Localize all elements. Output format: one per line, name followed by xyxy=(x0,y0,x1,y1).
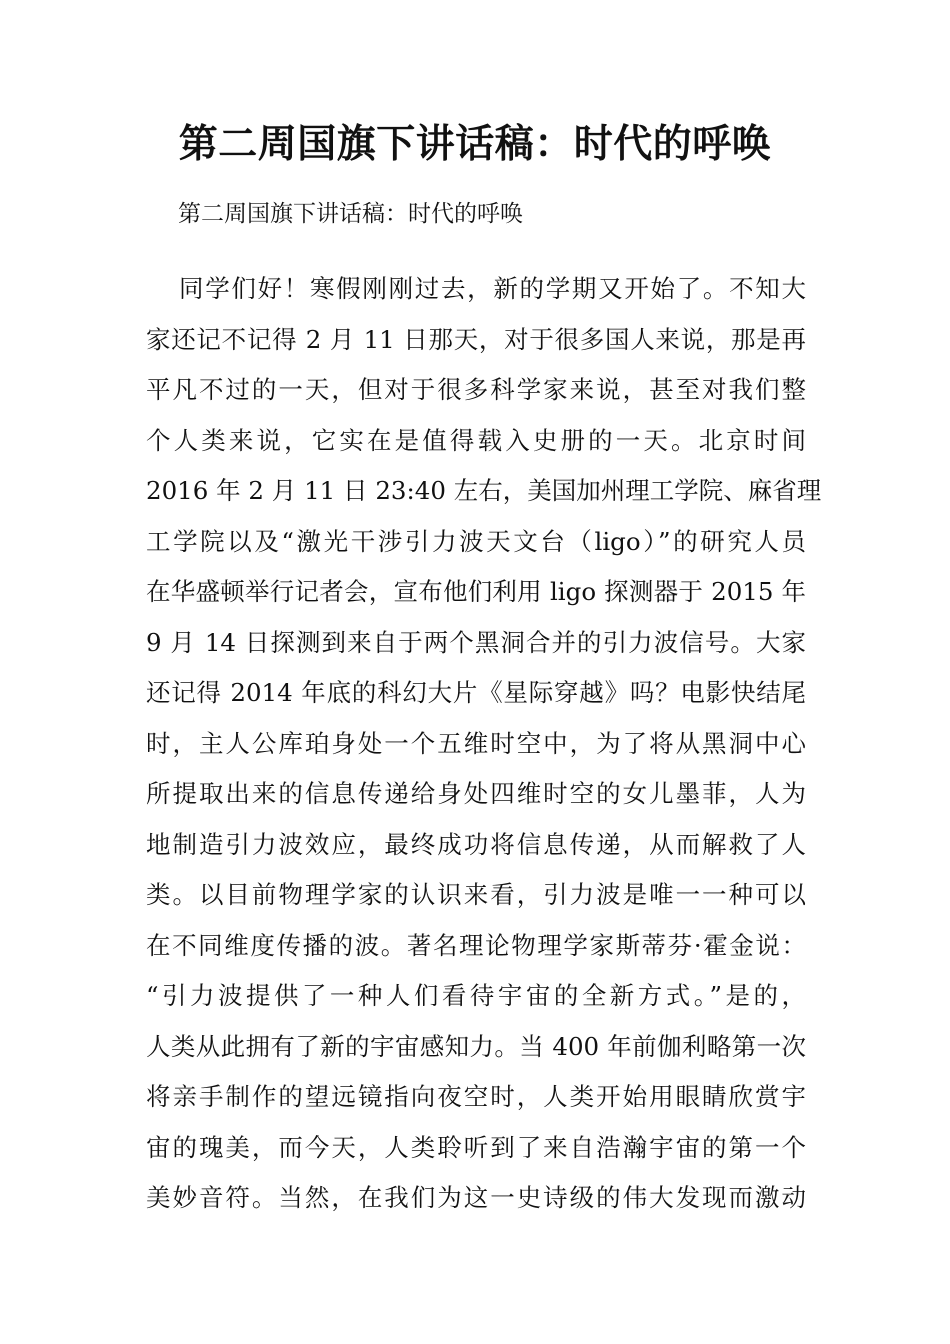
body-line: 家还记不记得 2 月 11 日那天，对于很多国人来说，那是再 xyxy=(146,324,806,354)
body-line: 平凡不过的一天，但对于很多科学家来说，甚至对我们整 xyxy=(146,375,806,404)
body-line: 9 月 14 日探测到来自于两个黑洞合并的引力波信号。大家 xyxy=(146,627,806,657)
body-line: 在华盛顿举行记者会，宣布他们利用 ligo 探测器于 2015 年 xyxy=(146,577,806,606)
body-line: 类。以目前物理学家的认识来看，引力波是唯一一种可以 xyxy=(146,880,806,909)
document-subtitle: 第二周国旗下讲话稿：时代的呼唤 xyxy=(178,201,523,227)
body-line: 同学们好！寒假刚刚过去，新的学期又开始了。不知大 xyxy=(179,274,806,303)
body-line: “引力波提供了一种人们看待宇宙的全新方式。”是的， xyxy=(146,981,806,1010)
body-line: 人类从此拥有了新的宇宙感知力。当 400 年前伽利略第一次 xyxy=(146,1031,806,1061)
body-line: 个人类来说，它实在是值得载入史册的一天。北京时间 xyxy=(146,425,806,455)
body-line: 还记得 2014 年底的科幻大片《星际穿越》吗？电影快结尾 xyxy=(146,678,806,707)
document-title: 第二周国旗下讲话稿：时代的呼唤 xyxy=(178,121,772,167)
body-line: 宙的瑰美，而今天，人类聆听到了来自浩瀚宇宙的第一个 xyxy=(146,1132,806,1162)
body-line: 地制造引力波效应，最终成功将信息传递，从而解救了人 xyxy=(146,829,806,859)
body-line: 2016 年 2 月 11 日 23:40 左右，美国加州理工学院、麻省理 xyxy=(146,476,822,505)
body-line: 工学院以及“激光干涉引力波天文台（ligo）”的研究人员 xyxy=(146,526,806,556)
body-line: 所提取出来的信息传递给身处四维时空的女儿墨菲，人为 xyxy=(146,779,806,808)
body-line: 在不同维度传播的波。著名理论物理学家斯蒂芬·霍金说： xyxy=(146,930,806,960)
body-line: 时，主人公库珀身处一个五维时空中，为了将从黑洞中心 xyxy=(146,728,806,758)
document-body xyxy=(146,264,822,1224)
body-line: 美妙音符。当然，在我们为这一史诗级的伟大发现而激动 xyxy=(146,1183,806,1212)
body-line: 将亲手制作的望远镜指向夜空时，人类开始用眼睛欣赏宇 xyxy=(146,1082,806,1111)
